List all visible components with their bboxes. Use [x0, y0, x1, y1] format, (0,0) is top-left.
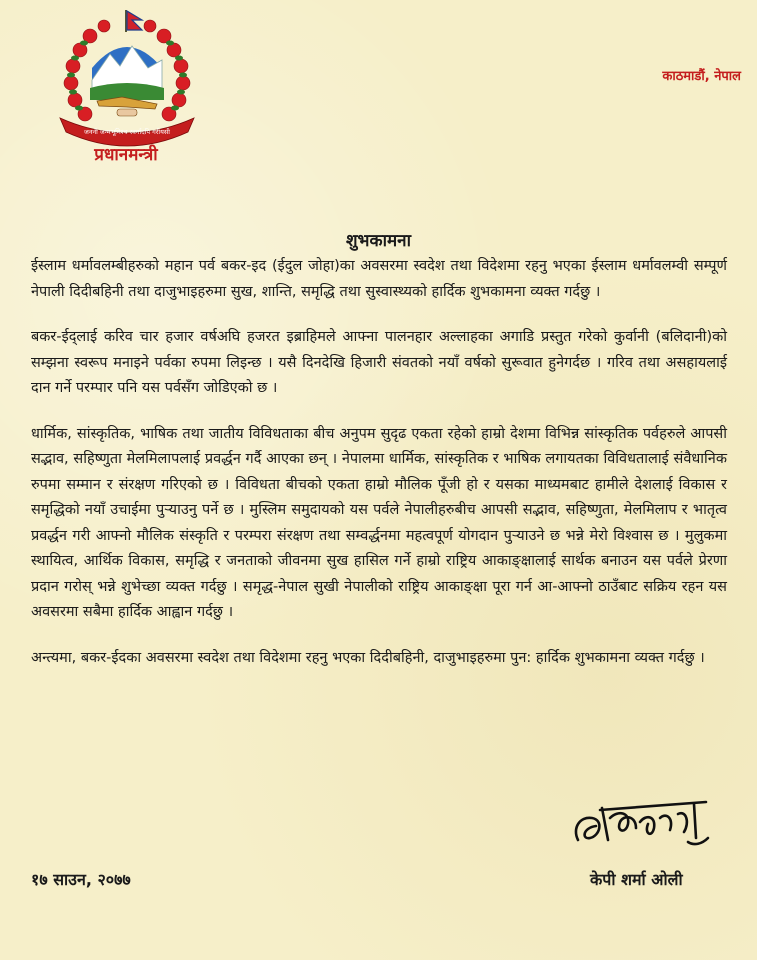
letter-heading: शुभकामना [346, 231, 411, 251]
letter-paragraph: धार्मिक, सांस्कृतिक, भाषिक तथा जातीय विविधताका बीच अनुपम सुदृढ एकता रहेको हाम्रो देशमा विभिन्न सांस्कृतिक पर्वहरुले आपसी सद्भाव, सहिष्णुता मेलमिलापलाई प्रवर्द्धन गर्दै आएका छन् । नेपालमा धार्मिक, सांस्कृतिक र भाषिक लगायतका विविधतालाई संवैधानिक रुपमा सम्मान र संरक्षण गरिएको छ । विविधता बीचको एकता हाम्रो मौलिक पूँजी हो र यसका माध्यमबाट हामीले देशलाई विकास र समृद्धिको नयाँ उचाईमा पुऱ्याउनु पर्ने छ । मुस्लिम समुदायको यस पर्वले नेपालीहरुबीच आपसी सद्भाव, सहिष्णुता, मेलमिलाप र भातृत्व प्रवर्द्धन गरी आफ्नो मौलिक संस्कृति र परम्परा संरक्षण तथा सम्वर्द्धनमा महत्वपूर्ण योगदान पुऱ्याउने छ भन्ने मेरो विश्वास छ । मुलुकमा स्थायित्व, आर्थिक विकास, समृद्धि र जनताको जीवनमा सुख हासिल गर्ने हाम्रो राष्ट्रिय आकाङ्क्षालाई सार्थक बनाउन यस पर्वले प्रेरणा प्रदान गरोस् भन्ने शुभेच्छा व्यक्त गर्दछु । समृद्ध-नेपाल सुखी नेपालीको राष्ट्रिय आकाङ्क्षा पूरा गर्न आ-आफ्नो ठाउँबाट सक्रिय रहन यस अवसरमा सबैमा हार्दिक आह्वान गर्दछु । [31, 425, 727, 620]
letter-paragraph: ईस्लाम धर्मावलम्बीहरुको महान पर्व बकर-इद (ईदुल जोहा)का अवसरमा स्वदेश तथा विदेशमा रहनु भएका ईस्लाम धर्मावलम्वी सम्पूर्ण नेपाली दिदीबहिनी तथा दाजुभाइहरुमा सुख, शान्ति, समृद्धि तथा सुस्वास्थ्यको हार्दिक शुभकामना व्यक्त गर्दछु । [31, 258, 727, 300]
letter-date: १७ साउन, २०७७ [31, 870, 131, 889]
letter-paragraph: बकर-ईद्लाई करिव चार हजार वर्षअघि हजरत इब्राहिमले आफ्ना पालनहार अल्लाहका अगाडि प्रस्तुत गरेको कुर्वानी (बलिदानी)को सम्झना स्वरूप मनाइने पर्वका रुपमा लिइन्छ । यसै दिनदेखि हिजारी संवतको नयाँ वर्षको सुरूवात हुनेगर्दछ । गरिव तथा असहायलाई दान गर्ने परम्पार पनि यस पर्वसँग जोडिएको छ । [31, 329, 727, 396]
emblem-motto: जननी जन्मभूमिश्च स्वर्गादपि गरीयसी [84, 128, 170, 136]
letter-paragraph: अन्त्यमा, बकर-ईदका अवसरमा स्वदेश तथा विदेशमा रहनु भएका दिदीबहिनी, दाजुभाइहरुमा पुन: हार्दिक शुभकामना व्यक्त गर्दछु । [31, 649, 705, 666]
nepal-emblem-icon [52, 8, 202, 148]
handwritten-signature [570, 788, 720, 858]
signer-name: केपी शर्मा ओली [590, 870, 683, 889]
letter-body [31, 254, 727, 691]
office-title: प्रधानमन्त्री [94, 145, 158, 165]
location-text: काठमाडौं, नेपाल [662, 69, 741, 84]
